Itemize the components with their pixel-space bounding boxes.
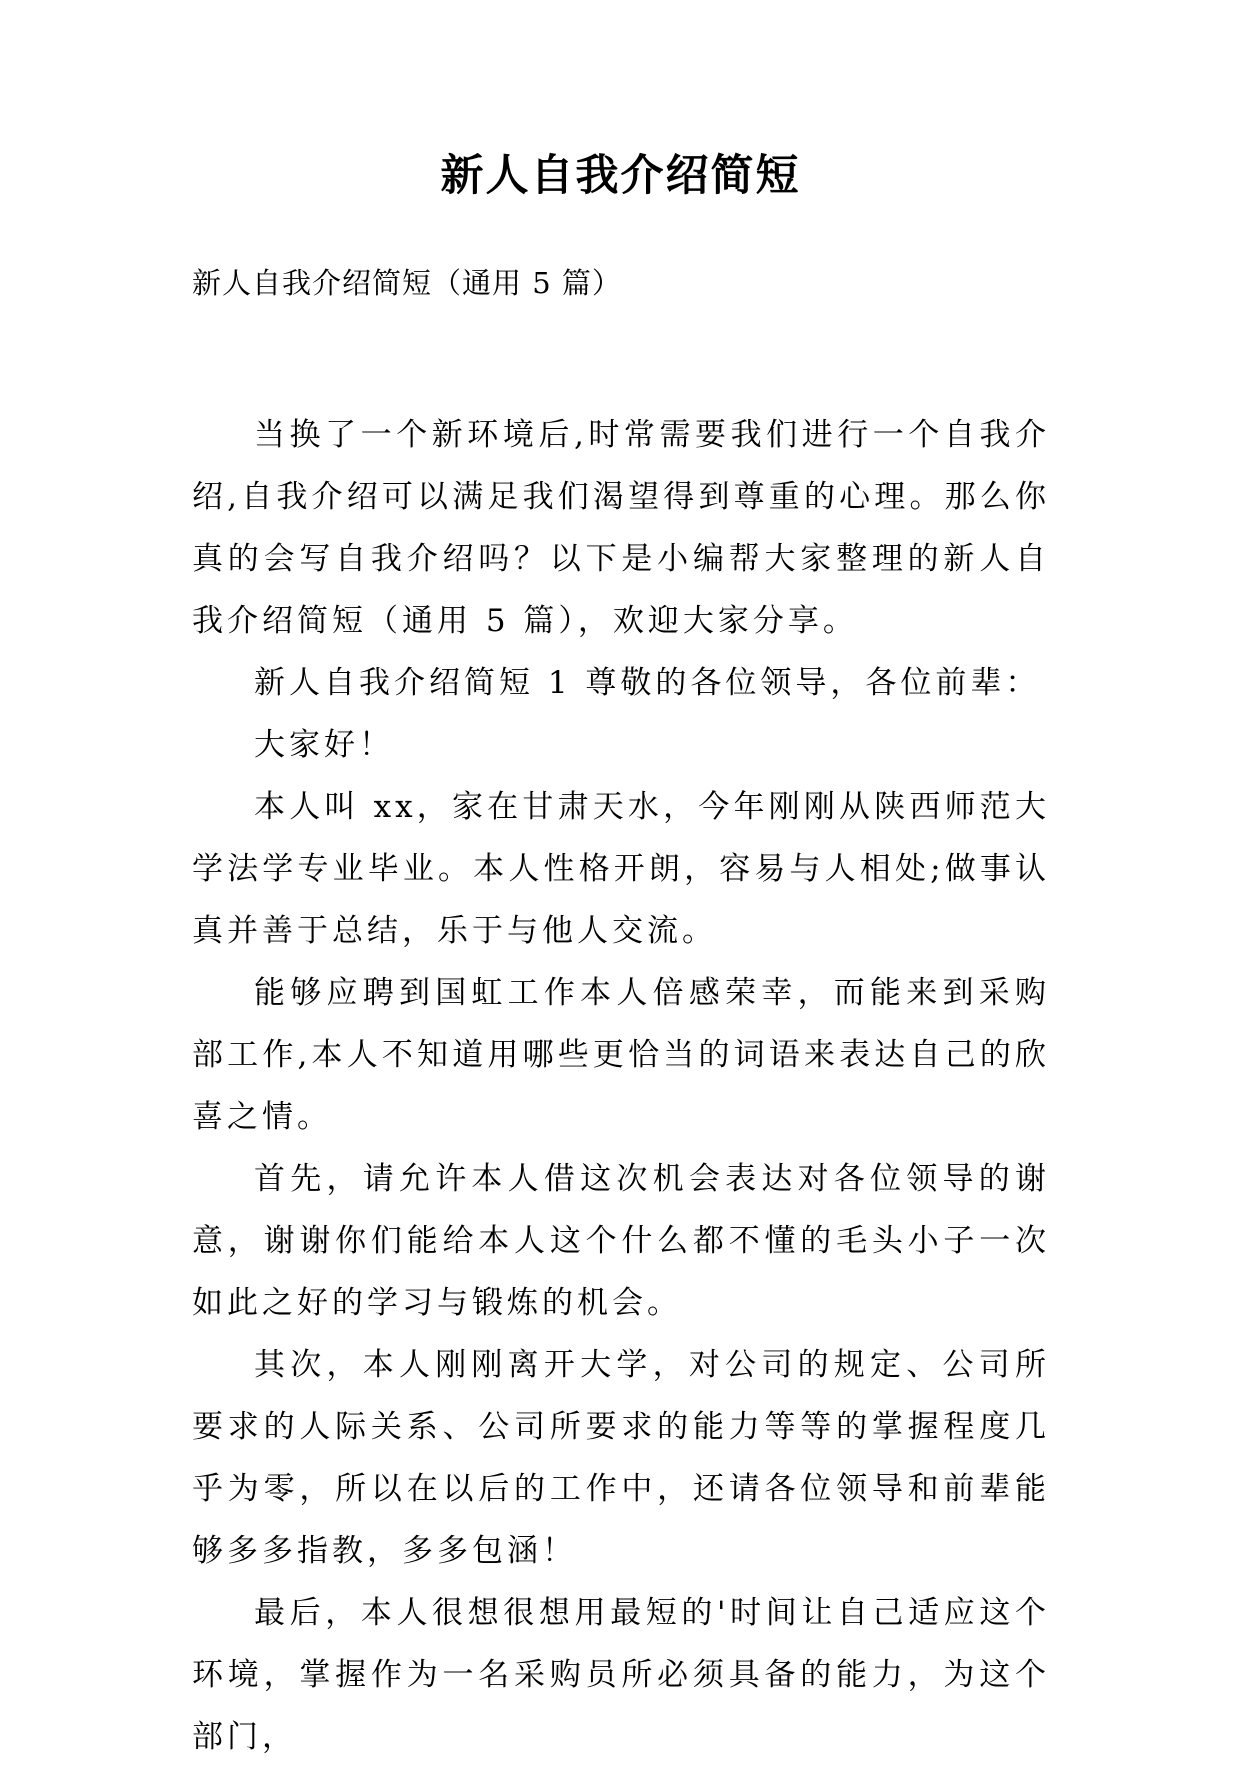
paragraph-second: 其次，本人刚刚离开大学，对公司的规定、公司所要求的人际关系、公司所要求的能力等等的掌握程度几乎为零，所以在以后的工作中，还请各位领导和前辈能够多多指教，多多包涵！ <box>192 1347 1050 1569</box>
paragraph-last: 最后，本人很想很想用最短的'时间让自己适应这个环境，掌握作为一名采购员所必须具备的能力，为这个部门， <box>192 1595 1050 1755</box>
paragraph-honor: 能够应聘到国虹工作本人倍感荣幸，而能来到采购部工作,本人不知道用哪些更恰当的词语来表达自己的欣喜之情。 <box>192 975 1050 1135</box>
document-body <box>192 404 1050 1768</box>
paragraph-greeting-heading: 新人自我介绍简短 1 尊敬的各位领导，各位前辈： <box>254 665 1041 701</box>
document-subtitle: 新人自我介绍简短（通用 5 篇） <box>192 266 622 300</box>
paragraph-greeting: 大家好！ <box>254 727 394 763</box>
paragraph-first: 首先，请允许本人借这次机会表达对各位领导的谢意，谢谢你们能给本人这个什么都不懂的毛头小子一次如此之好的学习与锻炼的机会。 <box>192 1161 1050 1321</box>
paragraph-intro: 当换了一个新环境后,时常需要我们进行一个自我介绍,自我介绍可以满足我们渴望得到尊重的心理。那么你真的会写自我介绍吗？以下是小编帮大家整理的新人自我介绍简短（通用 5 篇），欢迎大家分享。 <box>192 417 1050 639</box>
document-title: 新人自我介绍简短 <box>440 151 801 201</box>
paragraph-background: 本人叫 xx，家在甘肃天水，今年刚刚从陕西师范大学法学专业毕业。本人性格开朗，容易与人相处;做事认真并善于总结，乐于与他人交流。 <box>192 789 1050 949</box>
